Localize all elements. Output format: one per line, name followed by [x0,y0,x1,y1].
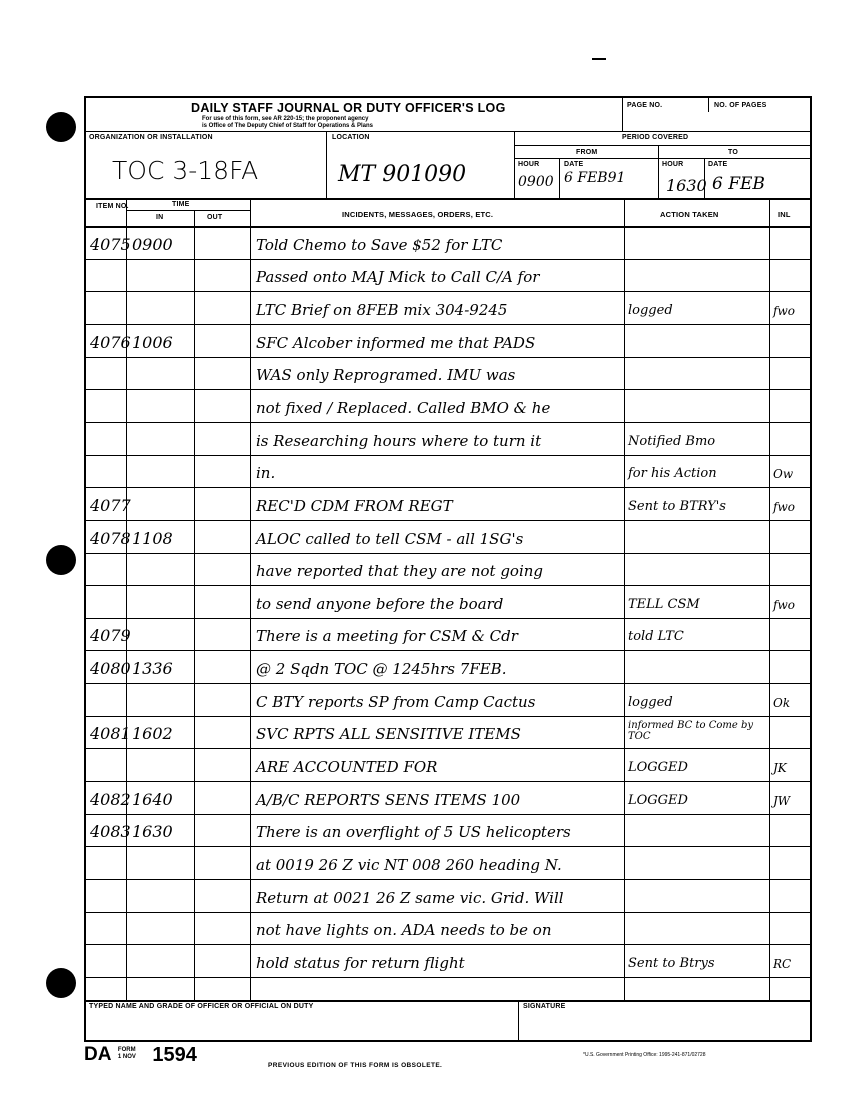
log-incident: REC'D CDM FROM REGT [256,496,453,515]
log-item-no: 4079 [90,626,131,646]
log-time-in: 1336 [132,659,173,679]
to-label: TO [728,149,738,156]
from-date-value: 6 FEB91 [564,170,626,186]
log-initials: fwo [773,597,795,612]
from-date-label: DATE [564,161,584,168]
item-no-label: ITEM NO. [96,203,129,210]
log-incident: is Researching hours where to turn it [256,431,542,450]
log-time-in: 1630 [132,822,173,842]
log-incident: Told Chemo to Save $52 for LTC [256,235,503,254]
log-action-taken: logged [628,694,673,710]
log-incident: at 0019 26 Z vic NT 008 260 heading N. [256,856,562,874]
log-time-in: 1108 [132,528,173,548]
period-covered-label: PERIOD COVERED [622,134,689,141]
log-incident: SVC RPTS ALL SENSITIVE ITEMS [256,725,521,744]
log-initials: JW [773,793,791,808]
stray-mark [592,58,606,60]
from-hour-value: 0900 [518,174,554,190]
from-label: FROM [576,149,598,156]
row-divider [86,520,810,521]
log-action-taken: Sent to Btrys [628,955,715,971]
gpo-note: *U.S. Government Printing Office: 1995-241-871/02728 [583,1052,706,1058]
log-incident: C BTY reports SP from Camp Cactus [256,692,536,711]
log-incident: ARE ACCOUNTED FOR [256,758,438,777]
incidents-label: INCIDENTS, MESSAGES, ORDERS, ETC. [342,210,494,219]
log-time-in: 0900 [132,234,173,254]
log-item-no: 4075 [90,234,131,254]
to-hour-label: HOUR [662,161,684,168]
log-time-in: 1640 [132,789,173,809]
log-initials: fwo [773,499,795,514]
row-divider [86,879,810,880]
form-subtitle-1: For use of this form, see AR 220-15; the proponent agency [202,116,369,122]
log-incident: A/B/C REPORTS SENS ITEMS 100 [256,790,521,809]
to-date-value: 6 FEB [712,174,765,194]
log-initials: Ow [773,467,794,482]
log-incident: Return at 0021 26 Z same vic. Grid. Will [256,888,564,907]
log-incident: There is an overflight of 5 US helicopters [256,823,571,842]
row-divider [86,912,810,913]
log-incident: have reported that they are not going [256,562,544,581]
log-initials: Ok [773,695,791,710]
log-incident: ALOC called to tell CSM - all 1SG's [256,529,524,548]
previous-edition-note: PREVIOUS EDITION OF THIS FORM IS OBSOLETE. [268,1062,443,1069]
form-title: DAILY STAFF JOURNAL OR DUTY OFFICER'S LOG [191,101,506,115]
log-incident: SFC Alcober informed me that PADS [256,333,536,352]
log-time-in: 1006 [132,332,173,352]
action-taken-label: ACTION TAKEN [660,210,719,219]
row-divider [86,455,810,456]
row-divider [86,846,810,847]
signature-label: SIGNATURE [523,1003,566,1010]
time-out-label: OUT [207,214,223,221]
log-action-taken: LOGGED [628,792,688,808]
row-divider [86,324,810,325]
log-item-no: 4083 [90,822,131,842]
log-action-taken: informed BC to Come by TOC [628,719,754,742]
page-no-label: PAGE NO. [627,102,663,109]
log-time-in: 1602 [132,724,173,744]
punch-hole-top [46,112,76,142]
location-label: LOCATION [332,134,370,141]
row-divider [86,487,810,488]
punch-hole-bottom [46,968,76,998]
log-incident: in. [256,464,276,483]
row-divider [86,357,810,358]
row-divider [86,944,810,945]
from-hour-label: HOUR [518,161,540,168]
row-divider [86,781,810,782]
form-number: 1594 [152,1044,197,1066]
row-divider [86,650,810,651]
to-date-label: DATE [708,161,728,168]
duty-log-form [84,96,812,1042]
log-action-taken: TELL CSM [628,596,700,612]
form-subtitle-2: is Office of The Deputy Chief of Staff for Operations & Plans [202,123,374,129]
form-words: FORM 1 NOV [117,1047,136,1060]
row-divider [86,291,810,292]
row-divider [86,748,810,749]
log-item-no: 4080 [90,659,131,679]
log-item-no: 4081 [90,724,131,744]
organization-label: ORGANIZATION OR INSTALLATION [89,134,213,141]
punch-hole-middle [46,545,76,575]
row-divider [86,585,810,586]
row-divider [86,389,810,390]
typed-name-label: TYPED NAME AND GRADE OF OFFICER OR OFFICIAL ON DUTY [89,1003,314,1010]
log-action-taken: Notified Bmo [628,433,716,449]
log-incident: Passed onto MAJ Mick to Call C/A for [256,268,540,287]
log-action-taken: logged [628,302,673,318]
log-action-taken: LOGGED [628,760,688,776]
time-label: TIME [172,201,190,208]
to-hour-value: 1630 [666,176,707,195]
log-incident: hold status for return flight [256,953,465,972]
form-id [84,1044,197,1067]
log-initials: JK [773,761,787,776]
no-of-pages-label: NO. OF PAGES [714,102,767,109]
log-incident: not have lights on. ADA needs to be on [256,921,552,940]
log-incident: to send anyone before the board [256,594,504,613]
log-incident: WAS only Reprogramed. IMU was [256,366,516,385]
row-divider [86,683,810,684]
row-divider [86,977,810,978]
row-divider [86,814,810,815]
log-incident: There is a meeting for CSM & Cdr [256,627,518,646]
row-divider [86,716,810,717]
log-item-no: 4076 [90,332,131,352]
log-item-no: 4078 [90,528,131,548]
initials-label: INL [778,210,791,219]
log-incident: @ 2 Sqdn TOC @ 1245hrs 7FEB. [256,660,507,679]
log-action-taken: Sent to BTRY's [628,498,726,514]
form-prefix: DA [84,1044,112,1065]
row-divider [86,422,810,423]
organization-value: TOC 3-18FA [112,156,259,185]
log-incident: not fixed / Replaced. Called BMO & he [256,398,551,417]
log-initials: fwo [773,303,795,318]
row-divider [86,553,810,554]
location-value: MT 901090 [338,162,467,187]
row-divider [86,618,810,619]
time-in-label: IN [156,214,164,221]
log-action-taken: told LTC [628,629,684,645]
log-item-no: 4077 [90,495,131,515]
log-action-taken: for his Action [628,466,717,482]
row-divider [86,259,810,260]
log-item-no: 4082 [90,789,131,809]
log-incident: LTC Brief on 8FEB mix 304-9245 [256,300,508,319]
log-initials: RC [773,956,792,971]
